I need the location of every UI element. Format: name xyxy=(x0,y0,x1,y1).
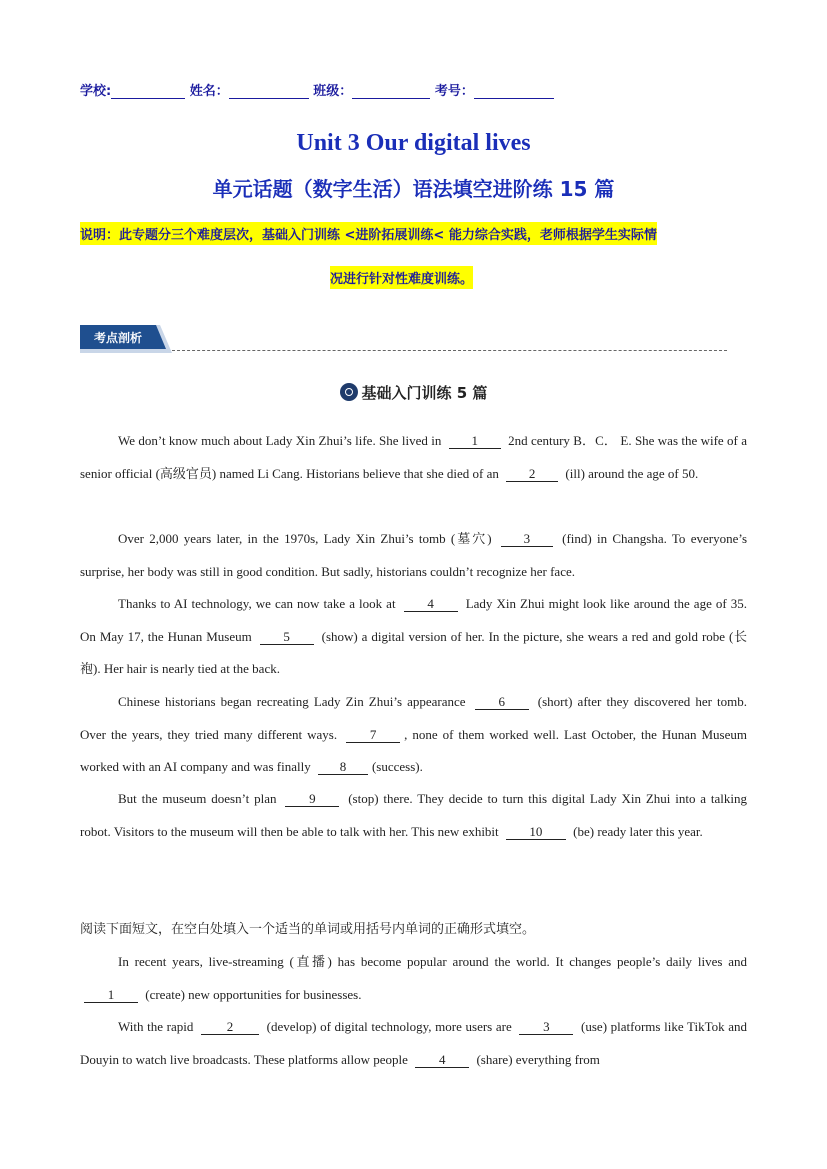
text: (success). xyxy=(371,759,423,775)
passage1-paragraph-2 xyxy=(80,523,747,588)
text: 2nd century B．C． E. She was the wife of a senior official (高级官员) named Li Cang. Historians believe that she died of an xyxy=(80,433,748,481)
text: (be) ready later this year. xyxy=(573,823,703,839)
student-info-line xyxy=(80,80,554,99)
section-tab-label: 考点剖析 xyxy=(94,331,143,345)
blank-7[interactable]: 7 xyxy=(346,728,400,743)
blank-10[interactable]: 10 xyxy=(506,825,566,840)
text: Thanks to AI technology, we can now take a look at xyxy=(118,596,396,611)
title-chinese: 单元话题（数字生活）语法填空进阶练 15 篇 xyxy=(212,177,615,201)
name-blank[interactable] xyxy=(229,84,309,99)
text: Lady Xin Zhui might look like around the age of 35. On May 17, the Hunan Museum xyxy=(80,596,748,644)
note-line-2: 况进行针对性难度训练。 xyxy=(330,266,473,289)
blank-3[interactable]: 3 xyxy=(519,1020,573,1035)
class-blank[interactable] xyxy=(352,84,430,99)
level-heading xyxy=(0,382,827,403)
blank-4[interactable]: 4 xyxy=(415,1053,469,1068)
blank-8[interactable]: 8 xyxy=(318,760,368,775)
class-label: 班级： xyxy=(313,84,353,99)
text: (share) everything from xyxy=(476,1051,600,1067)
text: With the rapid xyxy=(118,1019,194,1034)
section-tab xyxy=(80,325,172,353)
text: Over 2,000 years later, in the 1970s, Lady Xin Zhui’s tomb (墓穴) xyxy=(118,531,492,546)
text: (use) platforms like TikTok and Douyin to watch live broadcasts. These platforms allow people xyxy=(80,1019,748,1067)
text: Chinese historians began recreating Lady Zin Zhui’s appearance xyxy=(118,694,466,709)
text: But the museum doesn’t plan xyxy=(118,791,277,806)
exam-number-label: 考号： xyxy=(434,84,474,99)
text: We don’t know much about Lady Xin Zhui’s life. She lived in xyxy=(118,433,442,448)
blank-1[interactable]: 1 xyxy=(84,988,138,1003)
text: (ill) around the age of 50. xyxy=(565,465,699,481)
level-heading-text: 基础入门训练 5 篇 xyxy=(361,384,488,402)
passage2-paragraph-1 xyxy=(80,946,747,1011)
text: (short) after they discovered her tomb. Over the years, they tried many different ways. xyxy=(80,694,748,742)
school-label: 学校: xyxy=(80,84,112,99)
text: (find) in Changsha. To everyone’s surprise, her body was still in good condition. But sadly, historians couldn’t recognize her face. xyxy=(80,531,748,579)
note-line-1: 说明：此专题分三个难度层次，基础入门训练 <进阶拓展训练< 能力综合实践，老师根据学生实际情 xyxy=(80,222,657,245)
section-divider xyxy=(172,350,727,351)
blank-5[interactable]: 5 xyxy=(260,630,314,645)
level-badge-icon xyxy=(340,383,358,401)
passage1-paragraph-4 xyxy=(80,686,747,784)
passage1-paragraph-5 xyxy=(80,783,747,848)
text: (develop) of digital technology, more users are xyxy=(266,1019,512,1034)
blank-2[interactable]: 2 xyxy=(506,467,558,482)
blank-3[interactable]: 3 xyxy=(501,532,553,547)
name-label: 姓名： xyxy=(189,84,229,99)
exam-number-blank[interactable] xyxy=(474,84,554,99)
passage1-paragraph-1 xyxy=(80,425,747,490)
school-blank[interactable] xyxy=(111,84,185,99)
text: In recent years, live-streaming (直播) has become popular around the world. It changes people’s daily lives and xyxy=(118,954,747,969)
blank-1[interactable]: 1 xyxy=(449,434,501,449)
text: , none of them worked well. Last October, the Hunan Museum worked with an AI company and was finally xyxy=(80,726,747,775)
blank-2[interactable]: 2 xyxy=(201,1020,259,1035)
instruction-text: 阅读下面短文，在空白处填入一个适当的单词或用括号内单词的正确形式填空。 xyxy=(80,922,536,937)
title-english: Unit 3 Our digital lives xyxy=(296,130,531,156)
blank-6[interactable]: 6 xyxy=(475,695,529,710)
blank-9[interactable]: 9 xyxy=(285,792,339,807)
blank-4[interactable]: 4 xyxy=(404,597,458,612)
text: (stop) there. They decide to turn this digital Lady Xin Zhui into a talking robot. Visitors to the museum will then be able to talk with her. This new exhibit xyxy=(80,791,747,839)
text: (create) new opportunities for businesses. xyxy=(145,986,362,1002)
passage2-paragraph-2 xyxy=(80,1011,747,1076)
text: (show) a digital version of her. In the picture, she wears a red and gold robe (长袍). Her hair is nearly tied at the back. xyxy=(80,628,748,677)
passage1-paragraph-3 xyxy=(80,588,747,686)
